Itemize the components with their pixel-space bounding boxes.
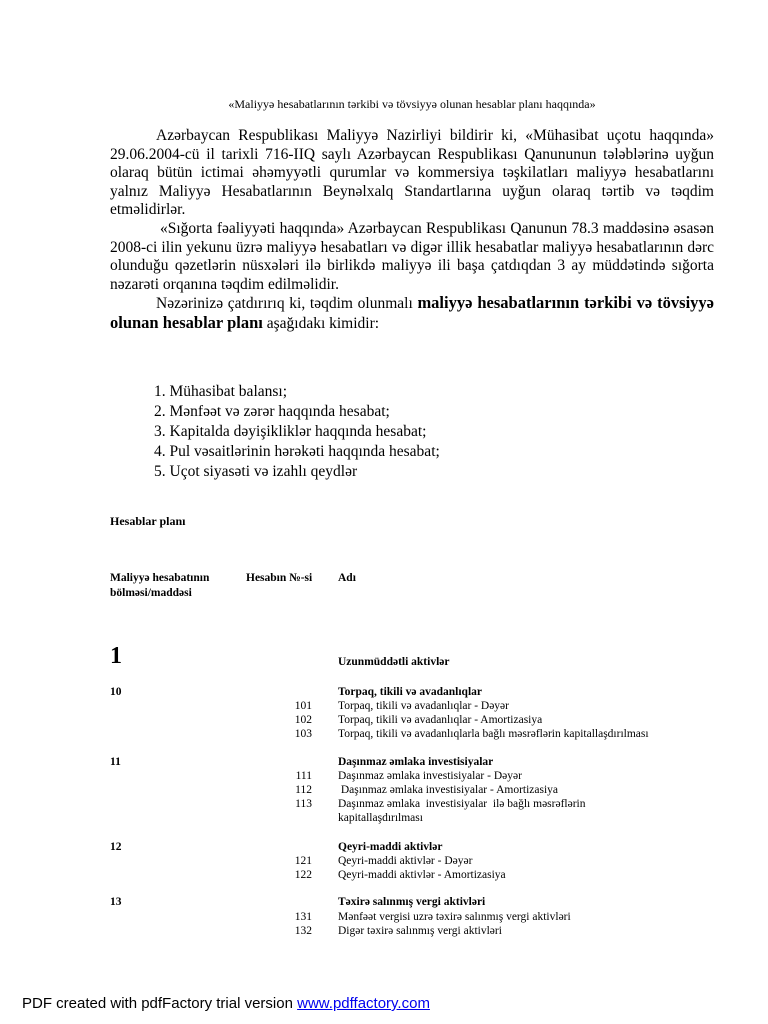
paragraph-3-pre: Nəzərinizə çatdırırıq ki, təqdim olunmalı bbox=[156, 295, 418, 313]
column-header-name: Adı bbox=[338, 572, 356, 584]
footer-text: PDF created with pdfFactory trial version bbox=[22, 995, 298, 1012]
plan-title: Hesablar planı bbox=[110, 514, 186, 528]
list-item: 5. Uçot siyasəti və izahlı qeydlər bbox=[154, 463, 358, 480]
section-number: 12 bbox=[110, 841, 122, 853]
section-name: Qeyri-maddi aktivlər bbox=[338, 841, 443, 853]
section-name: Torpaq, tikili və avadanlıqlar bbox=[338, 686, 482, 698]
list-item: 3. Kapitalda dəyişikliklər haqqında hesabat; bbox=[154, 423, 427, 440]
section-number: 13 bbox=[110, 896, 122, 908]
pdf-footer bbox=[22, 995, 430, 1012]
section-number: 10 bbox=[110, 686, 122, 698]
document-title: «Maliyyə hesabatlarının tərkibi və tövsiyyə olunan hesablar planı haqqında» bbox=[228, 97, 596, 111]
pdffactory-link[interactable]: www.pdffactory.com bbox=[297, 995, 430, 1012]
account-name: Qeyri-maddi aktivlər - Dəyər bbox=[338, 855, 473, 867]
account-number: 113 bbox=[295, 798, 312, 810]
list-item: 1. Mühasibat balansı; bbox=[154, 383, 288, 400]
paragraph-2: «Sığorta fəaliyyəti haqqında» Azərbaycan Respublikası Qanunun 78.3 maddəsinə əsasən 2008-ci ilin yekunu üzrə maliyyə hesabatları və digər illik hesabatlar maliyyə hesabatlarının dərc olunduğu qəzetlərin nüsxələri ilə birlikdə maliyyə ili başa çatdıqdan 3 ay müddətində sığorta nəzarəti orqanına təqdim edilməlidir. bbox=[110, 219, 714, 293]
account-name: Qeyri-maddi aktivlər - Amortizasiya bbox=[338, 869, 506, 881]
list-item: 2. Mənfəət və zərər haqqında hesabat; bbox=[154, 403, 390, 420]
account-name: Mənfəət vergisi uzrə təxirə salınmış vergi aktivləri bbox=[338, 911, 571, 923]
account-number: 102 bbox=[294, 714, 312, 726]
account-name: Daşınmaz əmlaka investisiyalar - Dəyər bbox=[338, 770, 522, 782]
account-name: Digər təxirə salınmış vergi aktivləri bbox=[338, 925, 502, 937]
account-number: 103 bbox=[294, 728, 312, 740]
report-list bbox=[154, 382, 440, 482]
body-text bbox=[110, 127, 714, 334]
section-name: Daşınmaz əmlaka investisiyalar bbox=[338, 756, 494, 768]
section-name: Təxirə salınmış vergi aktivləri bbox=[338, 896, 486, 908]
account-name: Torpaq, tikili və avadanlıqlarla bağlı məsrəflərin kapitallaşdırılması bbox=[338, 728, 649, 740]
paragraph-3 bbox=[110, 294, 714, 333]
paragraph-3-bold: maliyyə hesabatlarının tərkibi və tövsiyyə olunan hesablar planı bbox=[110, 293, 714, 332]
account-number: 121 bbox=[294, 855, 312, 867]
list-item: 4. Pul vəsaitlərinin hərəkəti haqqında hesabat; bbox=[154, 443, 440, 460]
class-number: 1 bbox=[110, 643, 122, 669]
account-number: 112 bbox=[295, 784, 312, 796]
paragraph-1: Azərbaycan Respublikası Maliyyə Nazirliyi bildirir ki, «Mühasibat uçotu haqqında» 29.06.2004-cü il tarixli 716-IIQ saylı Azərbaycan Respublikası Qanununun tələblərinə uyğun olaraq bütün ictimai əhəmyyətli qurumlar və kommersiya təşkilatları maliyyə hesabatlarını yalnız Maliyyə Hesabatlarının Beynəlxalq Standartlarına uyğun olaraq tərtib və təqdim etməlidirlər. bbox=[110, 127, 714, 219]
account-number: 111 bbox=[295, 770, 312, 782]
class-name: Uzunmüddətli aktivlər bbox=[338, 656, 450, 668]
column-header-account-number: Hesabın №-si bbox=[246, 572, 313, 584]
account-name: Daşınmaz əmlaka investisiyalar ilə bağlı məsrəflərin kapitallaşdırılması bbox=[338, 798, 589, 824]
account-name: Torpaq, tikili və avadanlıqlar - Amortizasiya bbox=[338, 714, 543, 726]
paragraph-3-post: aşağıdakı kimidir: bbox=[262, 314, 380, 332]
section-number: 11 bbox=[110, 756, 121, 768]
column-header-section: Maliyyə hesabatının bölməsi/maddəsi bbox=[110, 572, 210, 599]
account-name: Torpaq, tikili və avadanlıqlar - Dəyər bbox=[338, 700, 509, 712]
account-number: 122 bbox=[294, 869, 312, 881]
account-number: 101 bbox=[294, 700, 312, 712]
account-number: 132 bbox=[294, 925, 312, 937]
account-name: Daşınmaz əmlaka investisiyalar - Amortizasiya bbox=[338, 784, 559, 796]
account-number: 131 bbox=[294, 911, 312, 923]
